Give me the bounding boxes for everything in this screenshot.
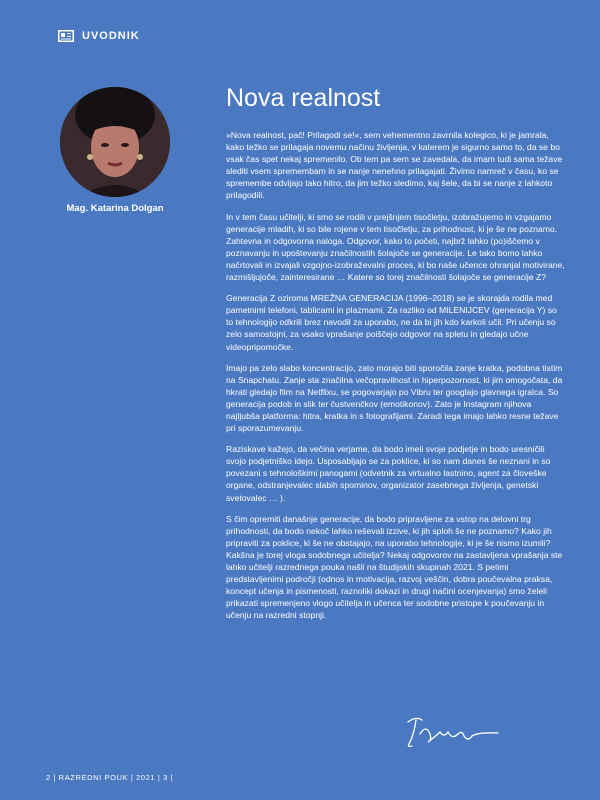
section-header [58,30,140,42]
article-paragraph: In v tem času učitelji, ki smo se rodili v prejšnjem tisočletju, izobražujemo in vzgajamo generacije mladih, ki so bile rojene v tem tisočletju, za prihodnost, ki je še ne poznamo. Zahtevna in odgovorna naloga. Odgovor, kako to početi, najbrž lahko (po)iščemo v poznavanju in upoštevanju značilnostih šolajoče se generacije. Le tako bomo lahko načrtovali in izvajali vzgojno-izobraževalni proces, ki bo naše učence ohranjal motivirane, razmišljujoče, zainteresirane … Katere so torej značilnosti šolajoče se generacije Z? [226,211,565,283]
author-name: Mag. Katarina Dolgan [66,203,164,214]
article-paragraph: Raziskave kažejo, da večina verjame, da bodo imeli svoje podjetje in bodo uresničili svojo podjetniško idejo. Usposabljajo se za poklice, ki so nam danes še neznani in so povezani s tehnološkimi panogami (odvetnik za virtualno lastnino, agent za človeške organe, odstranjevalec slabih spominov, organizator zasebnega življenja, genetski svetovalec … ). [226,444,551,503]
section-label: UVODNIK [82,30,140,42]
handwritten-signature [402,712,502,752]
author-photo [60,87,170,197]
article-paragraph: S čim opremiti današnje generacije, da bodo pripravljene za vstop na delovni trg prihodnosti, da bodo nekoč lahko reševali izzive, ki jih sploh še ne poznamo? Kako jih pripraviti za poklice, ki še ne obstajajo, na uporabo tehnologije, ki je še nismo izumili? Kakšna je torej vloga sodobnega učitelja? Nekaj odgovorov na zastavljena vprašanja ste lahko učitelji razrednega pouka našli na študijskih skupinah 2021. S petimi predstavljenimi področji (odnos in motivacija, razvoj veščin, dobra poučevalna praksa, koncept učenja in pismenosti, raznoliki dokazi in drugi načini ocenjevanja) smo želeli prikazati spremenjeno vlogo učitelja in učenca ter sodobne pristope k poučevanju in učenju na razredni stopnji. [226,513,563,621]
article-paragraph: »Nova realnost, pač! Prilagodi se!«, sem vehementno zavrnila kolegico, ki je jamrala, kako težko se prilagaja novemu načinu življenja, v katerem je sigurno samo to, da se bo vsak čas spet nekaj spremenilo. Ob tem pa sem se zavedala, da imam tudi sama težave slediti vsem spremembam in se nanje nenehno prilagajati. Živimo namreč v času, ko se spremembe odvijajo tako hitro, da jim težko sledimo, kaj šele, da bi se nanje z lahkoto prilagodili. [226,130,563,201]
newspaper-icon [58,30,74,42]
article-title: Nova realnost [226,84,381,112]
article-body [226,129,566,630]
article-paragraph: Generacija Z oziroma MREŽNA GENERACIJA (1996–2018) se je skorajda rodila med pametnimi telefoni, tablicami in plazmami. Za razliko od MILENIJCEV (generacija Y) so to tehnologijo odkrili brez navodil za uporabo, ne da bi jih kdo karkoli učil. Pri učenju so zelo samostojni, za vsako vprašanje poiščejo odgovor na spletu in gledajo učne videopripomočke. [226,293,557,352]
page-footer: 2 | RAZREDNI POUK | 2021 | 3 | [46,773,174,782]
article-paragraph: Imajo pa zelo slabo koncentracijo, zato morajo biti sporočila zanje kratka, podobna tistim na Snapchatu. Zanje sta značilna večopravilnost in hiperpozornost, ki jim omogočata, da hkrati gledajo film na Netflixu, se pogovarjajo po Vibru ter googlajo glavnega igralca. So generacija podob in slik ter čustvenčkov (emotikonov). Zato je Instagram njihova najljubša platforma: hitra, kratka in s fotografijami. Zaradi tega imajo lahko resne težave pri sporazumevanju. [226,362,563,434]
